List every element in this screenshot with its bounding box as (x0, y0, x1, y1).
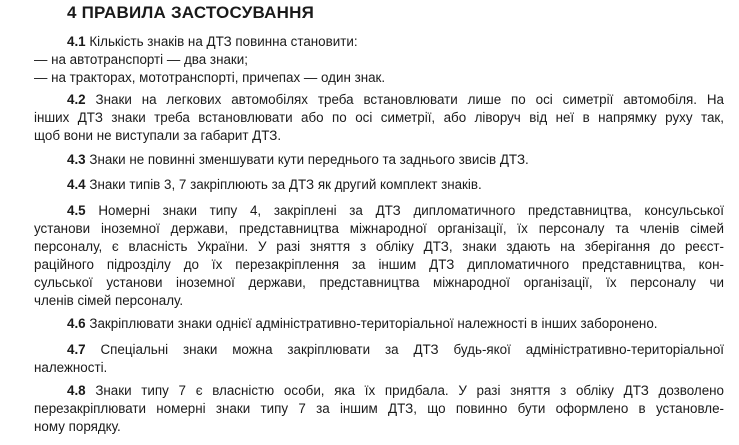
paragraph-line: персоналу, є власність України. У разі зняття з обліку ДТЗ, знаки здають на зберігання до реєст- (34, 239, 724, 254)
paragraph-number: 4.5 (67, 203, 86, 218)
section-heading: 4 ПРАВИЛА ЗАСТОСУВАННЯ (67, 3, 314, 22)
paragraph-line: установи іноземної держави, представництва міжнародної організації, їх персоналу та членів сімей (34, 221, 724, 236)
paragraph-4-3 (34, 151, 724, 169)
paragraph-4-8 (34, 382, 724, 436)
paragraph-line: 4.7 Спеціальні знаки можна закріплювати за ДТЗ будь-якої адміністративно-територіальної (67, 342, 724, 357)
paragraph-line: 4.5 Номерні знаки типу 4, закріплені за ДТЗ дипломатичного представництва, консульської (67, 203, 724, 218)
list-item: — на автотранспорті — два знаки; (34, 52, 248, 67)
paragraph-number: 4.4 (67, 177, 86, 192)
paragraph-4-5 (34, 202, 724, 310)
paragraph-number: 4.1 (67, 34, 86, 49)
paragraph-number: 4.6 (67, 316, 86, 331)
paragraph-line: щоб вони не виступали за габарит ДТЗ. (34, 128, 282, 143)
paragraph-line: належності. (34, 360, 108, 375)
paragraph-line: 4.3 Знаки не повинні зменшувати кути переднього та заднього звисів ДТЗ. (67, 152, 529, 167)
paragraph-line: 4.8 Знаки типу 7 є власністю особи, яка їх придбала. У разі зняття з обліку ДТЗ дозволено (67, 383, 724, 398)
paragraph-line: ному порядку. (34, 419, 121, 434)
paragraph-line: раційного підрозділу до їх перезакріплення за іншим ДТЗ дипломатичного представництва, кон- (34, 257, 724, 272)
paragraph-4-2 (34, 91, 724, 145)
paragraph-4-1 (34, 33, 724, 87)
paragraph-line: інших ДТЗ знаки треба встановлювати або по осі симетрії, або ліворуч від неї в напрямку руху так, (34, 110, 724, 125)
paragraph-line: 4.1 Кількість знаків на ДТЗ повинна становити: (67, 34, 358, 49)
paragraph-line: 4.6 Закріплювати знаки однієї адміністративно-територіальної належності в інших заборонено. (67, 316, 658, 331)
paragraph-line: 4.4 Знаки типів 3, 7 закріплюють за ДТЗ як другий комплект знаків. (67, 177, 482, 192)
list-item: — на тракторах, мототранспорті, причепах — один знак. (34, 70, 386, 85)
paragraph-line: сульської установи іноземної держави, представництва міжнародної організації, їх персоналу чи (34, 275, 724, 290)
paragraph-number: 4.8 (67, 383, 86, 398)
paragraph-number: 4.3 (67, 152, 86, 167)
paragraph-4-7 (34, 341, 724, 377)
paragraph-4-6 (34, 315, 724, 333)
paragraph-line: перезакріплювати номерні знаки типу 7 за іншим ДТЗ, що повинно бути оформлено в установле- (34, 401, 724, 416)
paragraph-number: 4.2 (67, 92, 86, 107)
paragraph-4-4 (34, 176, 724, 194)
paragraph-line: 4.2 Знаки на легкових автомобілях треба встановлювати лише по осі симетрії автомобіля. На (67, 92, 724, 107)
paragraph-line: членів сімей персоналу. (34, 293, 184, 308)
paragraph-number: 4.7 (67, 342, 86, 357)
